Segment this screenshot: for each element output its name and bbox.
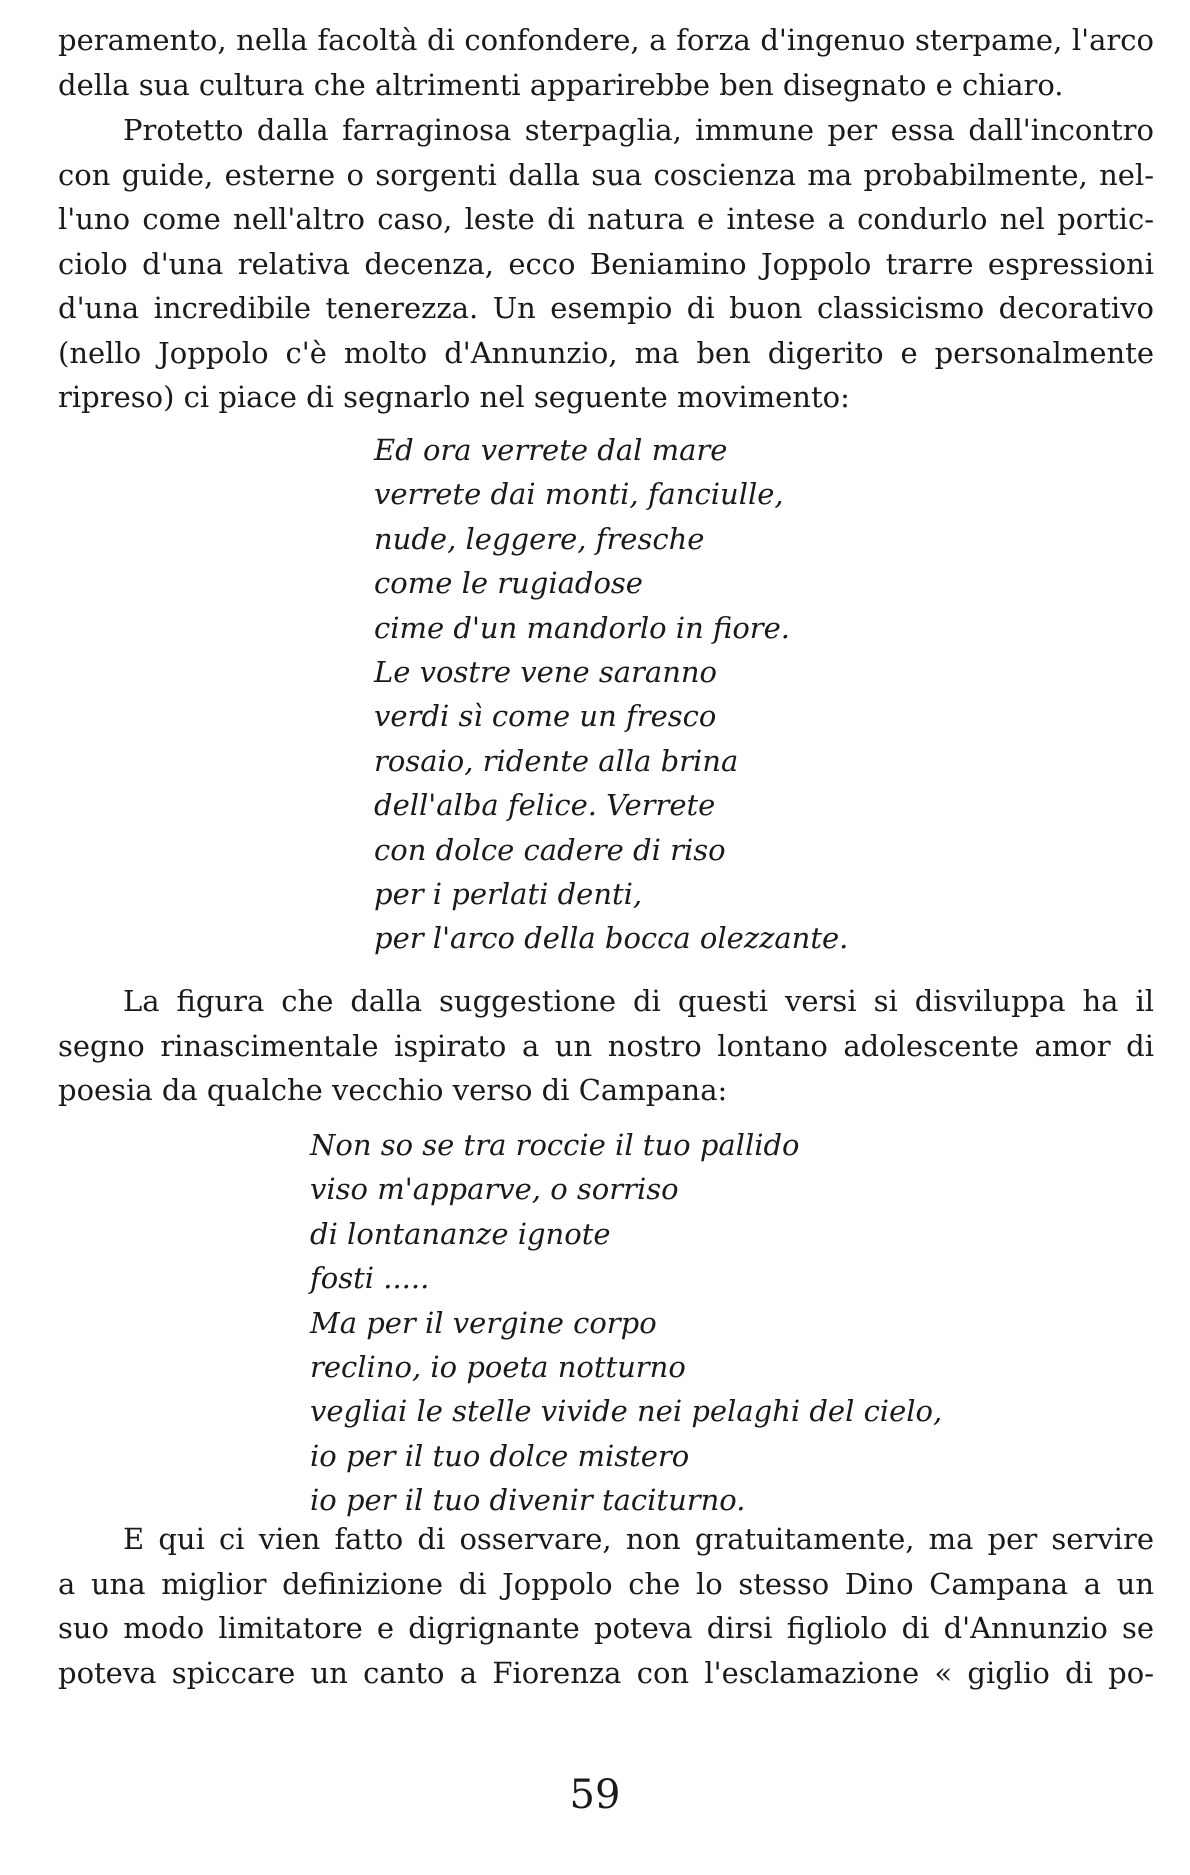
verse-line: rosaio, ridente alla brina xyxy=(374,743,739,778)
verse-line: verrete dai monti, fanciulle, xyxy=(374,477,784,512)
verse-line: vegliai le stelle vivide nei pelaghi del cielo, xyxy=(310,1394,943,1429)
verse-line: Le vostre vene saranno xyxy=(374,655,718,690)
verse-line: cime d'un mandorlo in fiore. xyxy=(374,610,791,645)
text-line: poteva spiccare un canto a Fiorenza con l'esclamazione « giglio di po- xyxy=(58,1655,1154,1690)
verse-line: io per il tuo dolce mistero xyxy=(310,1438,690,1473)
verse-line: reclino, io poeta notturno xyxy=(310,1350,686,1385)
verse-line: Ed ora verrete dal mare xyxy=(374,433,728,467)
text-line: poesia da qualche vecchio verso di Campana: xyxy=(58,1073,728,1107)
text-line: d'una incredibile tenerezza. Un esempio di buon classicismo decorativo xyxy=(58,291,1154,325)
text-line: della sua cultura che altrimenti apparirebbe ben disegnato e chiaro. xyxy=(58,67,1064,102)
text-line: suo modo limitatore e digrignante poteva dirsi figliolo di d'Annunzio se xyxy=(58,1611,1154,1645)
text-line: Protetto dalla farraginosa sterpaglia, immune per essa dall'incontro xyxy=(123,113,1154,147)
verse-quote-campana xyxy=(310,1123,942,1523)
verse-line: Ma per il vergine corpo xyxy=(310,1305,657,1340)
text-line: l'uno come nell'altro caso, leste di natura e intese a condurlo nel portic- xyxy=(58,202,1154,236)
text-line: segno rinascimentale ispirato a un nostro lontano adolescente amor di xyxy=(58,1028,1154,1063)
verse-line: Non so se tra roccie il tuo pallido xyxy=(310,1128,800,1162)
verse-line: con dolce cadere di riso xyxy=(374,832,726,867)
text-line: (nello Joppolo c'è molto d'Annunzio, ma ben digerito e personalmente xyxy=(58,335,1154,370)
paragraph-campana-dannunzio xyxy=(58,1517,1154,1695)
paragraph-continued xyxy=(58,18,1154,107)
verse-line: di lontananze ignote xyxy=(310,1216,611,1251)
text-line: con guide, esterne o sorgenti dalla sua coscienza ma probabilmente, nel- xyxy=(58,157,1154,192)
verse-line: verdi sì come un fresco xyxy=(374,699,717,734)
verse-line: viso m'apparve, o sorriso xyxy=(310,1172,679,1207)
verse-line: come le rugiadose xyxy=(374,566,643,601)
verse-line: per l'arco della bocca olezzante. xyxy=(374,921,849,956)
verse-line: fosti ..... xyxy=(310,1261,430,1296)
verse-line: io per il tuo divenir taciturno. xyxy=(310,1483,746,1518)
verse-line: per i perlati denti, xyxy=(374,877,643,912)
verse-line: nude, leggere, fresche xyxy=(374,521,705,556)
text-line: ciolo d'una relativa decenza, ecco Beniamino Joppolo trarre espressioni xyxy=(58,246,1154,281)
text-line: ripreso) ci piace di segnarlo nel seguente movimento: xyxy=(58,380,850,414)
paragraph-joppolo-tenderness xyxy=(58,108,1154,420)
text-line: La figura che dalla suggestione di questi versi si disviluppa ha il xyxy=(123,984,1154,1018)
text-line: a una miglior definizione di Joppolo che lo stesso Dino Campana a un xyxy=(58,1566,1154,1601)
text-line: E qui ci vien fatto di osservare, non gratuitamente, ma per servire xyxy=(123,1522,1154,1556)
page-number: 59 xyxy=(569,1772,621,1818)
paragraph-campana-intro xyxy=(58,979,1154,1113)
text-line: peramento, nella facoltà di confondere, a forza d'ingenuo sterpame, l'arco xyxy=(58,23,1154,57)
verse-quote-joppolo xyxy=(374,428,848,961)
verse-line: dell'alba felice. Verrete xyxy=(374,788,716,823)
